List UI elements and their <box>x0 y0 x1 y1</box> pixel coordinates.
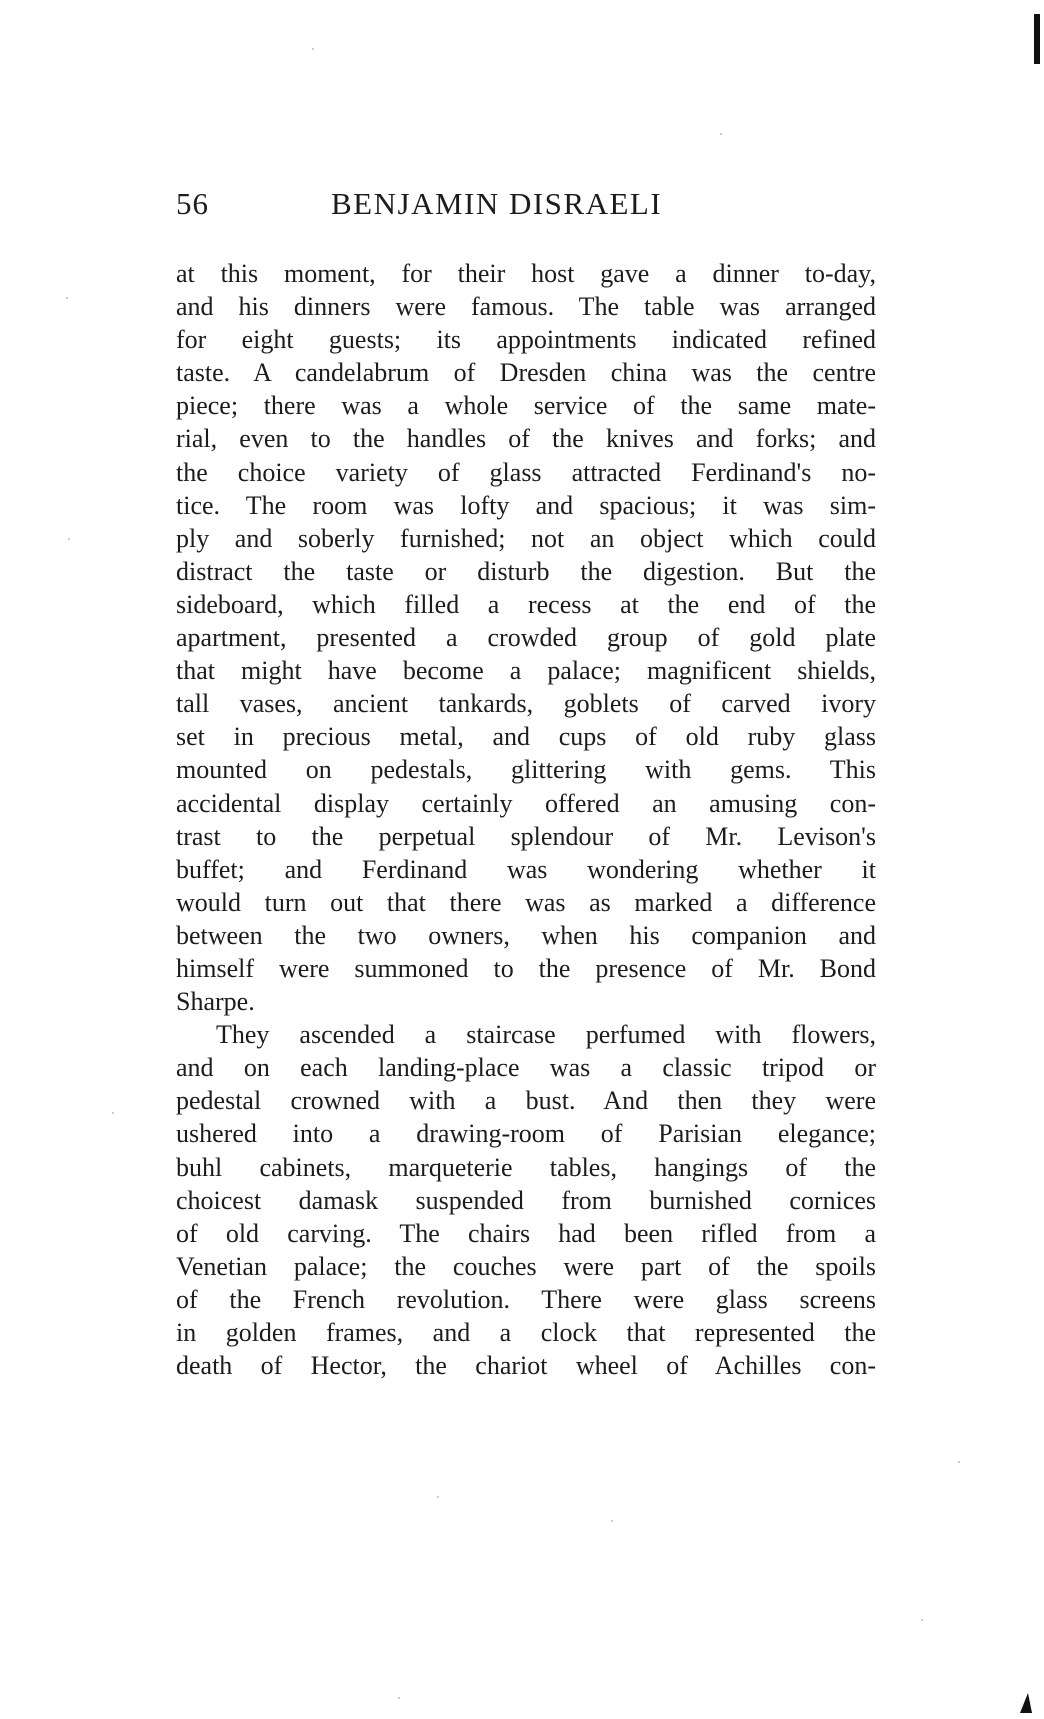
text-line: ushered into a drawing-room of Parisian elegance; <box>176 1119 876 1149</box>
text-line: in golden frames, and a clock that represented the <box>176 1318 876 1347</box>
text-line: piece; there was a whole service of the same mate- <box>176 391 876 421</box>
paper-speck <box>398 1697 400 1699</box>
body-text <box>176 257 876 1382</box>
text-line: of the French revolution. There were glass screens <box>176 1284 876 1314</box>
text-line: ply and soberly furnished; not an object which could <box>176 523 876 553</box>
paper-speck <box>720 133 722 135</box>
text-line: and on each landing-place was a classic tripod or <box>176 1053 876 1083</box>
running-head <box>176 186 876 226</box>
text-line: Sharpe. <box>176 987 255 1017</box>
paper-speck <box>958 1461 960 1463</box>
paper-speck <box>921 1619 923 1621</box>
text-line: mounted on pedestals, glittering with gems. This <box>176 755 876 785</box>
paper-speck <box>611 1520 613 1522</box>
text-line: They ascended a staircase perfumed with flowers, <box>216 1020 876 1050</box>
text-line: for eight guests; its appointments indicated refined <box>176 325 876 355</box>
text-line: choicest damask suspended from burnished cornices <box>176 1185 876 1215</box>
scan-edge-mark <box>1034 14 1040 64</box>
text-line: and his dinners were famous. The table was arranged <box>176 292 876 322</box>
text-line: buhl cabinets, marqueterie tables, hangings of the <box>176 1152 876 1182</box>
text-line: trast to the perpetual splendour of Mr. Levison's <box>176 821 876 851</box>
text-line: set in precious metal, and cups of old ruby glass <box>176 722 876 752</box>
text-line: taste. A candelabrum of Dresden china was the centre <box>176 358 876 388</box>
text-line: sideboard, which filled a recess at the end of the <box>176 589 876 619</box>
paper-speck <box>437 1496 439 1498</box>
text-line: tice. The room was lofty and spacious; it was sim- <box>176 490 876 520</box>
running-title: BENJAMIN DISRAELI <box>331 186 663 221</box>
text-line: at this moment, for their host gave a dinner to-day, <box>176 259 876 288</box>
paper-speck <box>66 297 68 299</box>
text-line: that might have become a palace; magnificent shields, <box>176 656 876 686</box>
text-line: death of Hector, the chariot wheel of Achilles con- <box>176 1351 876 1381</box>
text-line: tall vases, ancient tankards, goblets of carved ivory <box>176 689 876 719</box>
text-line: apartment, presented a crowded group of gold plate <box>176 623 876 653</box>
text-line: pedestal crowned with a bust. And then they were <box>176 1086 876 1116</box>
scan-edge-mark <box>1020 1693 1032 1713</box>
paper-speck <box>312 48 314 50</box>
text-line: himself were summoned to the presence of Mr. Bond <box>176 953 876 983</box>
paper-speck <box>68 538 70 540</box>
paper-speck <box>112 1112 114 1114</box>
text-line: would turn out that there was as marked a difference <box>176 887 876 917</box>
text-line: buffet; and Ferdinand was wondering whether it <box>176 854 876 884</box>
text-line: Venetian palace; the couches were part of the spoils <box>176 1251 876 1281</box>
text-line: accidental display certainly offered an amusing con- <box>176 788 876 818</box>
page-number: 56 <box>176 186 209 221</box>
text-line: rial, even to the handles of the knives and forks; and <box>176 424 876 454</box>
text-line: the choice variety of glass attracted Ferdinand's no- <box>176 457 876 487</box>
text-line: between the two owners, when his companion and <box>176 920 876 950</box>
text-line: distract the taste or disturb the digestion. But the <box>176 556 876 586</box>
text-line: of old carving. The chairs had been rifled from a <box>176 1218 876 1248</box>
